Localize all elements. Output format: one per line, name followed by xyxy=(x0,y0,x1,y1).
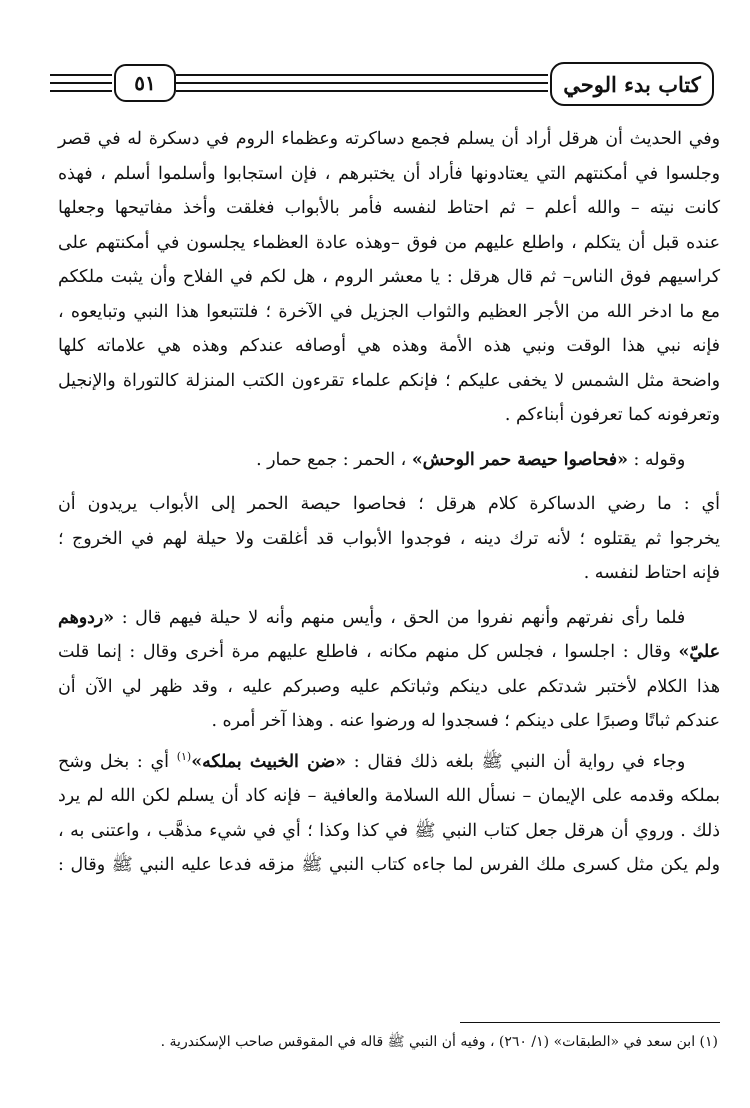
hadith-quote: «فحاصوا حيصة حمر الوحش» xyxy=(411,449,628,470)
text-span: وقوله : xyxy=(627,449,686,470)
paragraph-5 xyxy=(58,745,720,883)
text-line xyxy=(58,443,720,478)
text-line xyxy=(58,745,720,780)
hadith-quote: عليّ» xyxy=(678,642,720,662)
paragraph-1 xyxy=(58,122,720,433)
text-line: هذا الكلام لأختبر شدتكم على دينكم وثباتكم عليه وصبركم عليه ، وقد ظهر لي الآن أن xyxy=(58,676,720,697)
paragraph-3 xyxy=(58,487,720,591)
footnote-separator xyxy=(460,1022,720,1023)
text-line: ولم يكن مثل كسرى ملك الفرس لما جاءه كتاب النبي ﷺ مزقه فدعا عليه النبي ﷺ وقال : xyxy=(58,855,720,875)
running-header xyxy=(50,60,712,110)
paragraph-4 xyxy=(58,601,720,739)
book-title: كتاب بدء الوحي xyxy=(550,62,714,106)
text-span: وقال : اجلسوا ، فجلس كل منهم مكانه ، فاطلع عليهم مرة أخرى وقال : إنما قلت xyxy=(58,642,679,662)
text-line xyxy=(58,635,720,670)
text-line: فإنه نبي هذا الوقت ونبي هذه الأمة وهذه هي أوصافه عندكم وهذه هي علاماته كلها xyxy=(58,336,720,356)
text-line: واضحة مثل الشمس لا يخفى عليكم ؛ فإنكم علماء تقرءون الكتب المنزلة كالتوراة والإنجيل xyxy=(58,370,720,391)
main-text xyxy=(58,122,720,883)
text-span: ، الحمر : جمع حمار . xyxy=(256,449,412,470)
text-line: وجلسوا في أمكنتهم التي يعتادونها فأراد أن يختبرهم ، فإن استجابوا وأسلموا أسلم ، فهذه xyxy=(58,163,720,184)
footnote: (١) ابن سعد في «الطبقات» (١/ ٢٦٠) ، وفيه أن النبي ﷺ قاله في المقوقس صاحب الإسكندرية . xyxy=(160,1034,718,1050)
text-line: كراسيهم فوق الناس– ثم قال هرقل : يا معشر الروم ، هل لكم في الفلاح وأن يثبت ملككم xyxy=(58,267,720,287)
header-rule xyxy=(176,82,548,84)
header-rule xyxy=(50,74,112,76)
text-span: فلما رأى نفرتهم وأنهم نفروا من الحق ، وأيس منهم وأنه لا حيلة فيهم قال : xyxy=(114,607,686,628)
text-span: أي : بخل وشح xyxy=(58,751,177,772)
text-line: كانت نيته – والله أعلم – ثم احتاط لنفسه فأمر بالأبواب فغلقت وأخذ مفاتيحها وجعلها xyxy=(58,198,720,218)
paragraph-2 xyxy=(58,443,720,478)
text-line: أي : ما رضي الدساكرة كلام هرقل ؛ فحاصوا حيصة الحمر إلى الأبواب يريدون أن xyxy=(58,494,720,514)
text-line: يخرجوا ثم يقتلوه ؛ لأنه ترك دينه ، فوجدوا الأبواب قد أغلقت ولا حيلة لهم في الخروج ؛ xyxy=(58,528,720,549)
text-line: بملكه وقدمه على الإيمان – نسأل الله السلامة والعافية – فإنه كاد أن يسلم لكن الله لم يرد xyxy=(58,786,720,806)
text-line: ذلك . وروي أن هرقل جعل كتاب النبي ﷺ في كذا وكذا ؛ أي في شيء مذهَّب ، واعتنى به ، xyxy=(58,820,720,841)
hadith-quote: «ردوهم xyxy=(58,607,115,628)
text-span: وجاء في رواية أن النبي ﷺ بلغه ذلك فقال : xyxy=(345,751,686,772)
text-line: وتعرفونه كما تعرفون أبناءكم . xyxy=(504,405,720,425)
header-rule xyxy=(50,82,112,84)
text-line: وفي الحديث أن هرقل أراد أن يسلم فجمع دساكرته وعظماء الروم في دسكرة له في قصر xyxy=(58,129,720,149)
text-line: فإنه احتاط لنفسه . xyxy=(583,563,720,583)
footnote-marker[interactable]: (١) xyxy=(176,749,192,763)
header-rule xyxy=(50,90,112,92)
page-number: ٥١ xyxy=(114,64,176,102)
text-line xyxy=(58,601,720,636)
text-line: مع ما ادخر الله من الأجر العظيم والثواب الجزيل في الآخرة ؛ فلتتبعوا هذا النبي وتبايعوه ، xyxy=(58,301,720,322)
text-line: عنده قبل أن يتكلم ، واطلع عليهم من فوق –وهذه عادة العظماء يجلسون في أمكنتهم على xyxy=(58,232,720,253)
header-rule xyxy=(176,90,548,92)
text-line: عندكم ثباتًا وصبرًا على دينكم ؛ فسجدوا له ورضوا عنه . وهذا آخر أمره . xyxy=(211,711,720,731)
hadith-quote: «ضن الخبيث بملكه» xyxy=(191,751,346,772)
header-rule xyxy=(176,74,548,76)
